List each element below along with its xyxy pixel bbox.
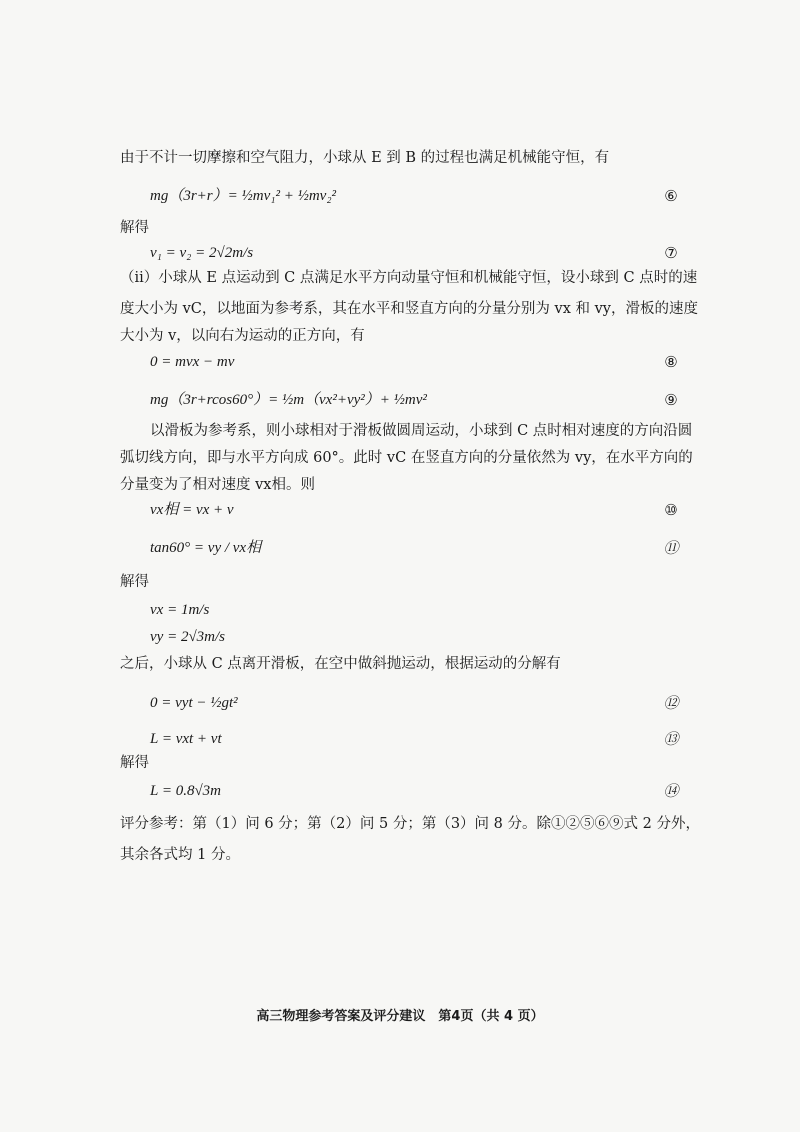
equation-number: ⑥ xyxy=(664,187,678,205)
equation-number: ⑨ xyxy=(664,391,678,409)
equation-number: ⑭ xyxy=(663,782,679,800)
equation-number: ⑬ xyxy=(663,730,679,748)
equation-number: ⑫ xyxy=(663,694,679,712)
equation-number: ⑪ xyxy=(663,539,679,557)
equation-number: ⑧ xyxy=(664,353,678,371)
document-page: 由于不计一切摩擦和空气阻力，小球从 E 到 B 的过程也满足机械能守恒，有 mg（3r+r）= ½mv₁² + ½mv₂² ⑥ 解得 v₁ = v₂ = 2√2m/s ⑦ （ii）小球从 E 点运动到 C 点满足水平方向动量守恒和机械能守恒，设小球到 C 点时的速 度大小为 vC，以地面为参考系，其在水平和竖直方向的分量分别为 vx 和 vy，滑板的速度 大小为 v，以向右为运动的正方向，有 0 = mvx − mv ⑧ mg（3r+rcos60°）= ½m（vx²+vy²）+ ½mv² ⑨ 以滑板为参考系，则小球相对于滑板做圆周运动，小球到 C 点时相对速度的方向沿圆 弧切线方向，即与水平方向成 60°。此时 vC 在竖直方向的分量依然为 vy，在水平方向的 分量变为了相对速度 vx相。则 vx相 = vx + v ⑩ tan60° = vy / vx相 ⑪ 解得 vx = 1m/s vy = 2√3m/s 之后，小球从 C 点离开滑板，在空中做斜抛运动，根据运动的分解有 0 = vyt − ½gt² ⑫ L = vxt + vt ⑬ 解得 L = 0.8√3m ⑭ 评分参考：第（1）问 6 分；第（2）问 5 分；第（3）问 8 分。除①②⑤⑥⑨式 2 分外， 其余各式均 1 分。 高三物理参考答案及评分建议 第4页（共 4 页） xyxy=(0,0,800,1132)
page-footer: 高三物理参考答案及评分建议 第4页（共 4 页） xyxy=(256,1009,544,1024)
equation-number: ⑦ xyxy=(664,244,678,262)
equation-number: ⑩ xyxy=(664,501,678,519)
